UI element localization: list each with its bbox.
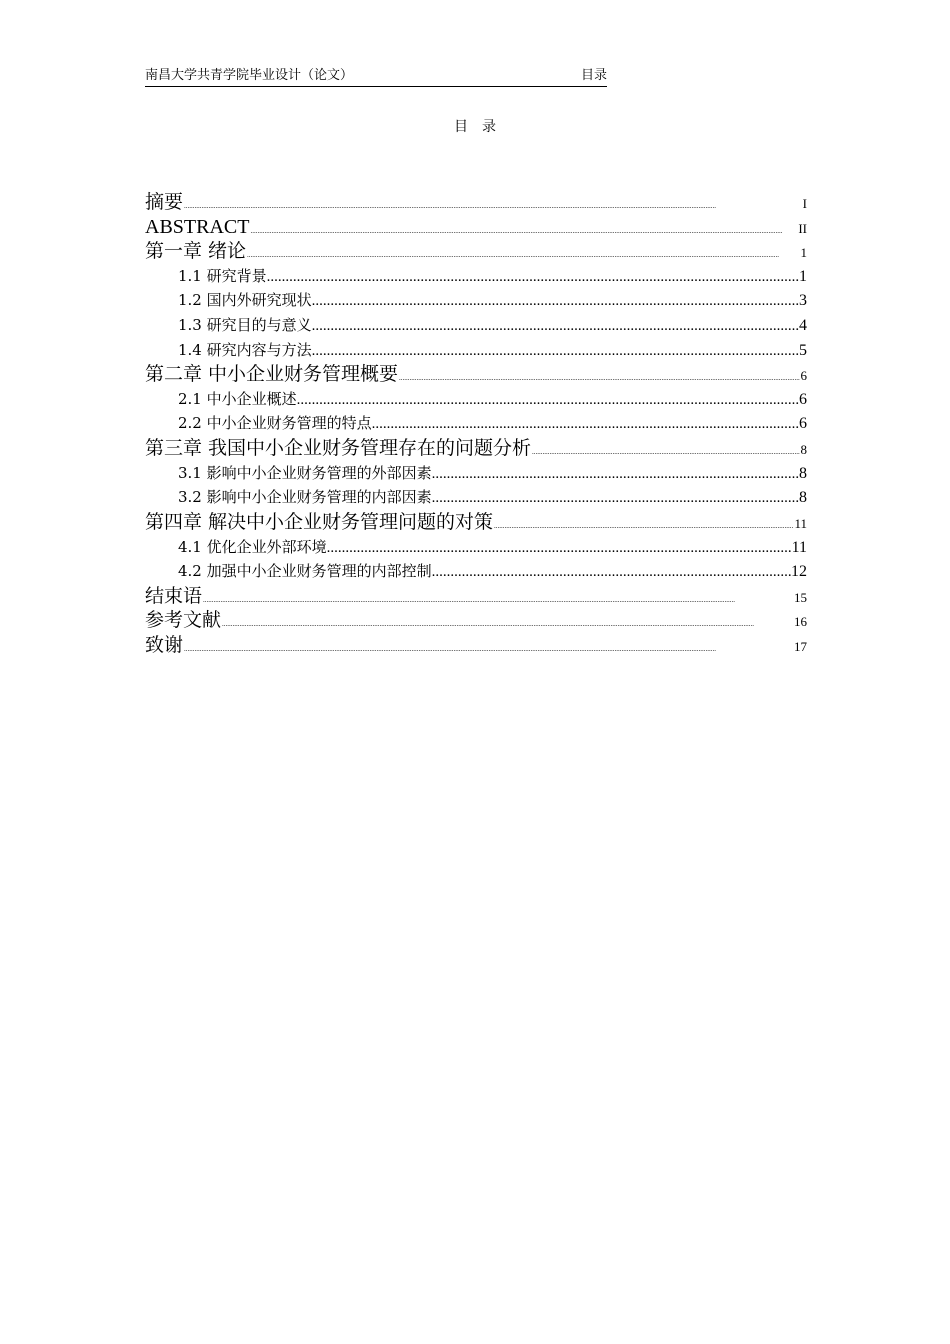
toc-dot-leader bbox=[432, 462, 799, 487]
toc-page-number: II bbox=[798, 220, 807, 236]
toc-dot-leader bbox=[432, 486, 799, 511]
toc-entry-label: 致谢 bbox=[145, 633, 184, 656]
toc-page-number: 4 bbox=[799, 316, 807, 334]
toc-entry-label: 4.2 加强中小企业财务管理的内部控制 bbox=[178, 562, 432, 581]
toc-page-number: 3 bbox=[799, 292, 807, 310]
header-section-title: 目录 bbox=[580, 68, 607, 83]
toc-page-number: 8 bbox=[799, 464, 807, 482]
toc-entry-label: 3.1 影响中小企业财务管理的外部因素 bbox=[178, 463, 432, 482]
toc-chapter-entry[interactable] bbox=[145, 239, 807, 264]
header-school-title: 南昌大学共青学院毕业设计（论文） bbox=[145, 68, 354, 83]
toc-section-entry[interactable] bbox=[145, 313, 807, 338]
toc-page-number: 16 bbox=[794, 614, 807, 630]
toc-chapter-entry[interactable] bbox=[145, 215, 807, 240]
table-of-contents bbox=[145, 190, 807, 657]
toc-dot-leader bbox=[372, 412, 799, 437]
toc-entry-label: 第三章 我国中小企业财务管理存在的问题分析 bbox=[145, 437, 532, 460]
toc-dot-leader bbox=[297, 388, 799, 413]
toc-page-number: 11 bbox=[794, 516, 807, 531]
toc-dot-leader bbox=[432, 560, 791, 585]
toc-section-entry[interactable] bbox=[145, 485, 807, 510]
toc-entry-label: 第二章 中小企业财务管理概要 bbox=[145, 363, 399, 386]
toc-entry-label: 参考文献 bbox=[145, 609, 222, 632]
toc-entry-label: 1.1 研究背景 bbox=[178, 266, 267, 285]
toc-entry-label: 1.4 研究内容与方法 bbox=[178, 340, 312, 359]
toc-entry-label: 3.2 影响中小企业财务管理的内部因素 bbox=[178, 488, 432, 507]
toc-chapter-entry[interactable] bbox=[145, 436, 807, 461]
toc-page-number: 1 bbox=[799, 267, 807, 285]
toc-section-entry[interactable] bbox=[145, 411, 807, 436]
toc-section-entry[interactable] bbox=[145, 461, 807, 486]
toc-chapter-entry[interactable] bbox=[145, 584, 807, 609]
toc-chapter-entry[interactable] bbox=[145, 608, 807, 633]
toc-entry-label: 第四章 解决中小企业财务管理问题的对策 bbox=[145, 511, 494, 533]
toc-section-entry[interactable] bbox=[145, 338, 807, 363]
toc-page-number: 6 bbox=[799, 415, 807, 433]
toc-page-number: 6 bbox=[800, 368, 807, 384]
toc-dot-leader bbox=[267, 265, 799, 290]
toc-page-number: 5 bbox=[799, 341, 807, 359]
toc-chapter-entry[interactable] bbox=[145, 633, 807, 658]
toc-entry-label: ABSTRACT bbox=[145, 215, 250, 238]
toc-entry-label: 1.2 国内外研究现状 bbox=[178, 291, 312, 310]
toc-page-number: 17 bbox=[794, 638, 807, 654]
toc-chapter-entry[interactable] bbox=[145, 362, 807, 387]
toc-section-entry[interactable] bbox=[145, 559, 807, 584]
toc-entry-label: 结束语 bbox=[145, 584, 203, 607]
toc-page-number: 8 bbox=[800, 442, 807, 458]
toc-page-number: 8 bbox=[799, 489, 807, 507]
toc-entry-label: 4.1 优化企业外部环境 bbox=[178, 537, 327, 556]
toc-section-entry[interactable] bbox=[145, 264, 807, 289]
page-header bbox=[145, 66, 607, 87]
toc-section-entry[interactable] bbox=[145, 387, 807, 412]
toc-dot-leader bbox=[312, 289, 799, 314]
toc-entry-label: 摘要 bbox=[145, 191, 184, 213]
toc-dot-leader bbox=[327, 536, 792, 561]
toc-entry-label: 第一章 绪论 bbox=[145, 240, 247, 262]
toc-heading: 目录 bbox=[454, 119, 510, 135]
toc-section-entry[interactable] bbox=[145, 288, 807, 313]
toc-page-number: 6 bbox=[799, 390, 807, 408]
toc-section-entry[interactable] bbox=[145, 535, 807, 560]
toc-entry-label: 1.3 研究目的与意义 bbox=[178, 315, 312, 334]
toc-page-number: 11 bbox=[791, 538, 807, 556]
toc-dot-leader bbox=[184, 637, 793, 662]
toc-page-number: 12 bbox=[791, 563, 807, 581]
toc-chapter-entry[interactable] bbox=[145, 510, 807, 535]
toc-page-number: 1 bbox=[800, 245, 807, 260]
toc-entry-label: 2.1 中小企业概述 bbox=[178, 389, 297, 408]
toc-chapter-entry[interactable] bbox=[145, 190, 807, 215]
toc-page-number: 15 bbox=[794, 589, 807, 605]
toc-dot-leader bbox=[312, 339, 799, 364]
toc-dot-leader bbox=[312, 314, 799, 339]
toc-page-number: I bbox=[802, 196, 807, 211]
toc-entry-label: 2.2 中小企业财务管理的特点 bbox=[178, 414, 372, 433]
